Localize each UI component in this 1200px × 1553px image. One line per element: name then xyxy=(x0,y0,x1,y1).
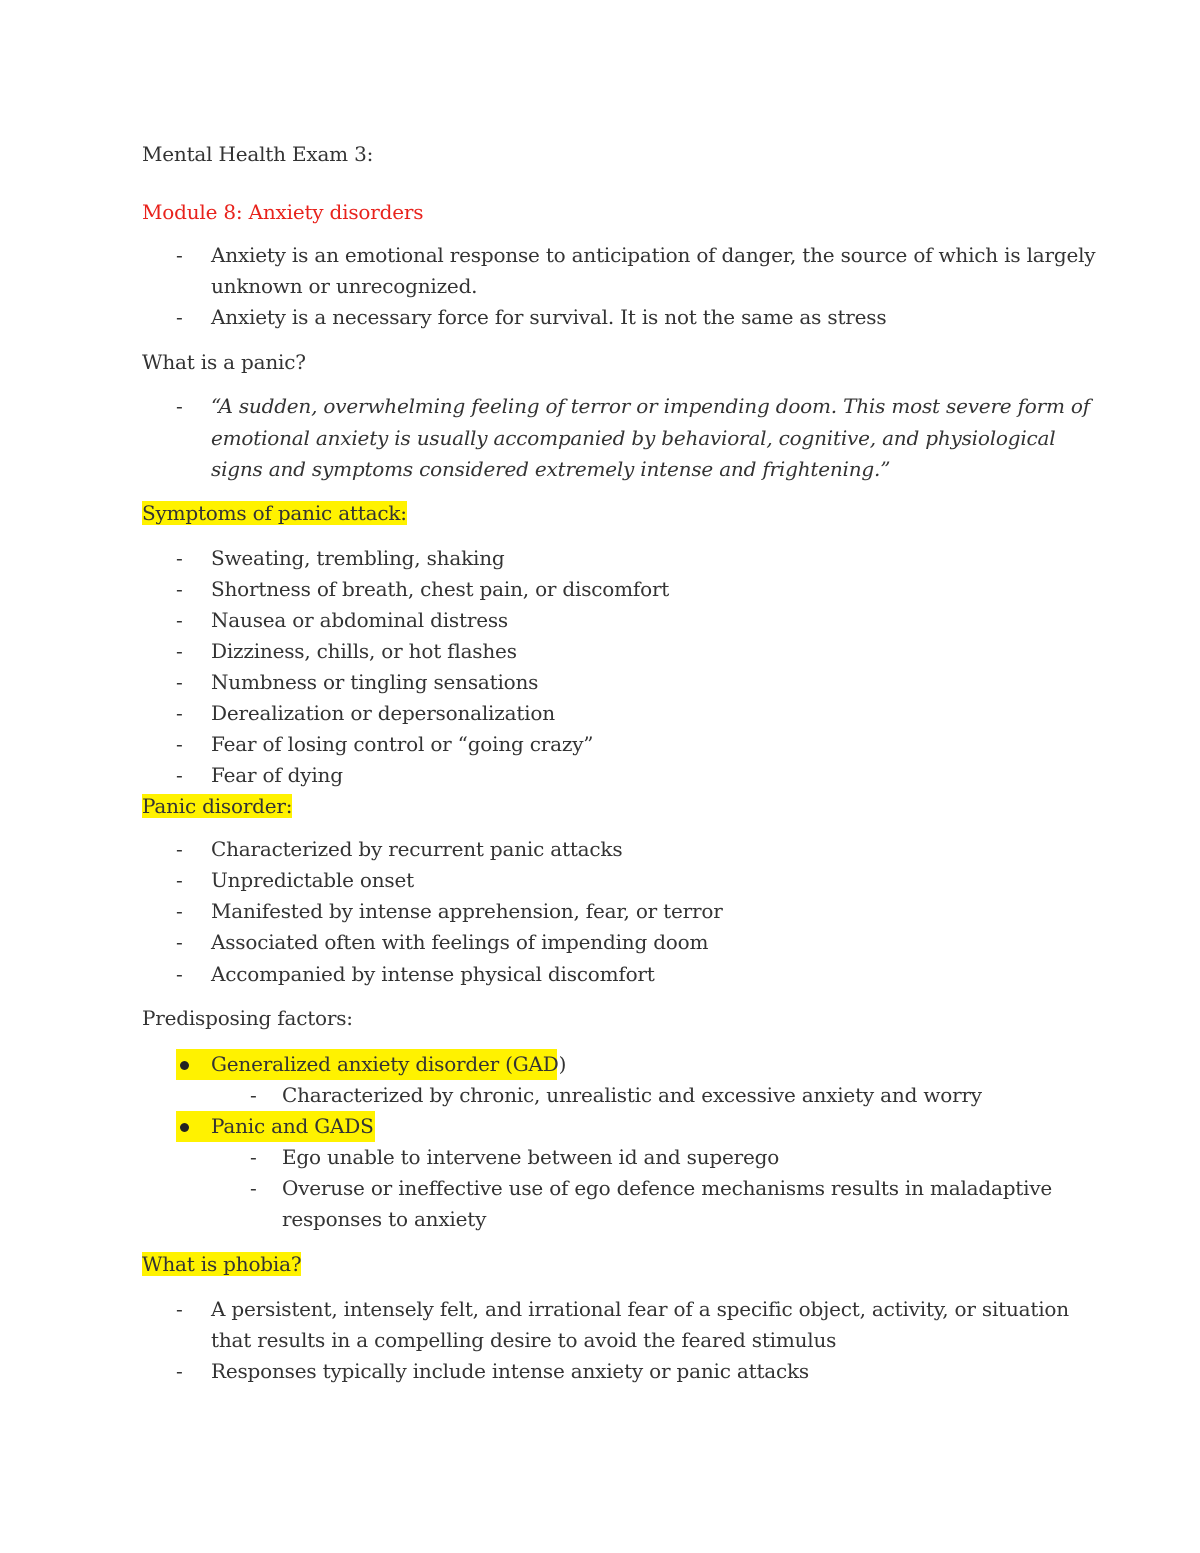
list-dash: - xyxy=(176,962,183,986)
list-dash: - xyxy=(176,577,183,601)
predisposing-subitem: Overuse or ineffective use of ego defence mechanisms results in maladaptive xyxy=(282,1176,1053,1200)
list-dash: - xyxy=(176,868,183,892)
list-dash: - xyxy=(250,1083,257,1107)
panic-disorder-item: Unpredictable onset xyxy=(211,868,414,892)
list-dash: - xyxy=(176,1297,183,1321)
list-dash: - xyxy=(176,732,183,756)
phobia-item: Responses typically include intense anxiety or panic attacks xyxy=(211,1359,809,1383)
symptom-item: Nausea or abdominal distress xyxy=(211,608,508,632)
symptoms-heading: Symptoms of panic attack: xyxy=(142,501,407,525)
symptom-item: Shortness of breath, chest pain, or discomfort xyxy=(211,577,670,601)
phobia-item: A persistent, intensely felt, and irrational fear of a specific object, activity, or situation xyxy=(211,1297,1069,1321)
symptom-item: Fear of losing control or “going crazy” xyxy=(211,732,594,756)
list-dash: - xyxy=(176,608,183,632)
predisposing-subitem: Ego unable to intervene between id and superego xyxy=(282,1145,780,1169)
panic-disorder-item: Manifested by intense apprehension, fear, or terror xyxy=(211,899,723,923)
bullet-icon xyxy=(180,1123,189,1132)
module-heading: Module 8: Anxiety disorders xyxy=(142,200,424,224)
list-dash: - xyxy=(176,546,183,570)
predisposing-subitem: Characterized by chronic, unrealistic and excessive anxiety and worry xyxy=(282,1083,982,1107)
document-title: Mental Health Exam 3: xyxy=(142,142,374,166)
list-dash: - xyxy=(176,243,183,267)
list-dash: - xyxy=(176,701,183,725)
symptom-item: Fear of dying xyxy=(211,763,343,787)
list-dash: - xyxy=(176,670,183,694)
list-dash: - xyxy=(176,899,183,923)
list-item: Anxiety is a necessary force for survival. It is not the same as stress xyxy=(211,305,887,329)
list-dash: - xyxy=(176,394,183,418)
list-dash: - xyxy=(176,639,183,663)
list-dash: - xyxy=(176,837,183,861)
phobia-heading: What is phobia? xyxy=(142,1252,302,1276)
panic-disorder-item: Accompanied by intense physical discomfort xyxy=(211,962,655,986)
symptom-item: Numbness or tingling sensations xyxy=(211,670,539,694)
phobia-item-continuation: that results in a compelling desire to avoid the feared stimulus xyxy=(211,1328,837,1352)
panic-disorder-item: Characterized by recurrent panic attacks xyxy=(211,837,623,861)
symptom-item: Dizziness, chills, or hot flashes xyxy=(211,639,517,663)
list-item-continuation: unknown or unrecognized. xyxy=(211,274,478,298)
list-dash: - xyxy=(176,1359,183,1383)
list-dash: - xyxy=(176,930,183,954)
panic-quote-line: signs and symptoms considered extremely intense and frightening.” xyxy=(211,457,891,481)
predisposing-heading: Predisposing factors: xyxy=(142,1006,353,1030)
panic-disorder-heading: Panic disorder: xyxy=(142,794,293,818)
symptom-item: Sweating, trembling, shaking xyxy=(211,546,505,570)
predisposing-subitem-continuation: responses to anxiety xyxy=(282,1207,487,1231)
symptom-item: Derealization or depersonalization xyxy=(211,701,555,725)
list-dash: - xyxy=(250,1145,257,1169)
list-item: Anxiety is an emotional response to anticipation of danger, the source of which is largely xyxy=(211,243,1096,267)
panic-disorder-item: Associated often with feelings of impending doom xyxy=(211,930,709,954)
predisposing-item-label: Panic and GADS xyxy=(211,1114,374,1138)
panic-quote-line: “A sudden, overwhelming feeling of terror or impending doom. This most severe form of xyxy=(211,394,1090,418)
list-dash: - xyxy=(176,763,183,787)
predisposing-item-label: Generalized anxiety disorder (GAD) xyxy=(211,1052,567,1076)
bullet-icon xyxy=(180,1061,189,1070)
list-dash: - xyxy=(250,1176,257,1200)
panic-quote-line: emotional anxiety is usually accompanied by behavioral, cognitive, and physiological xyxy=(211,426,1056,450)
list-dash: - xyxy=(176,305,183,329)
panic-question: What is a panic? xyxy=(142,350,306,374)
